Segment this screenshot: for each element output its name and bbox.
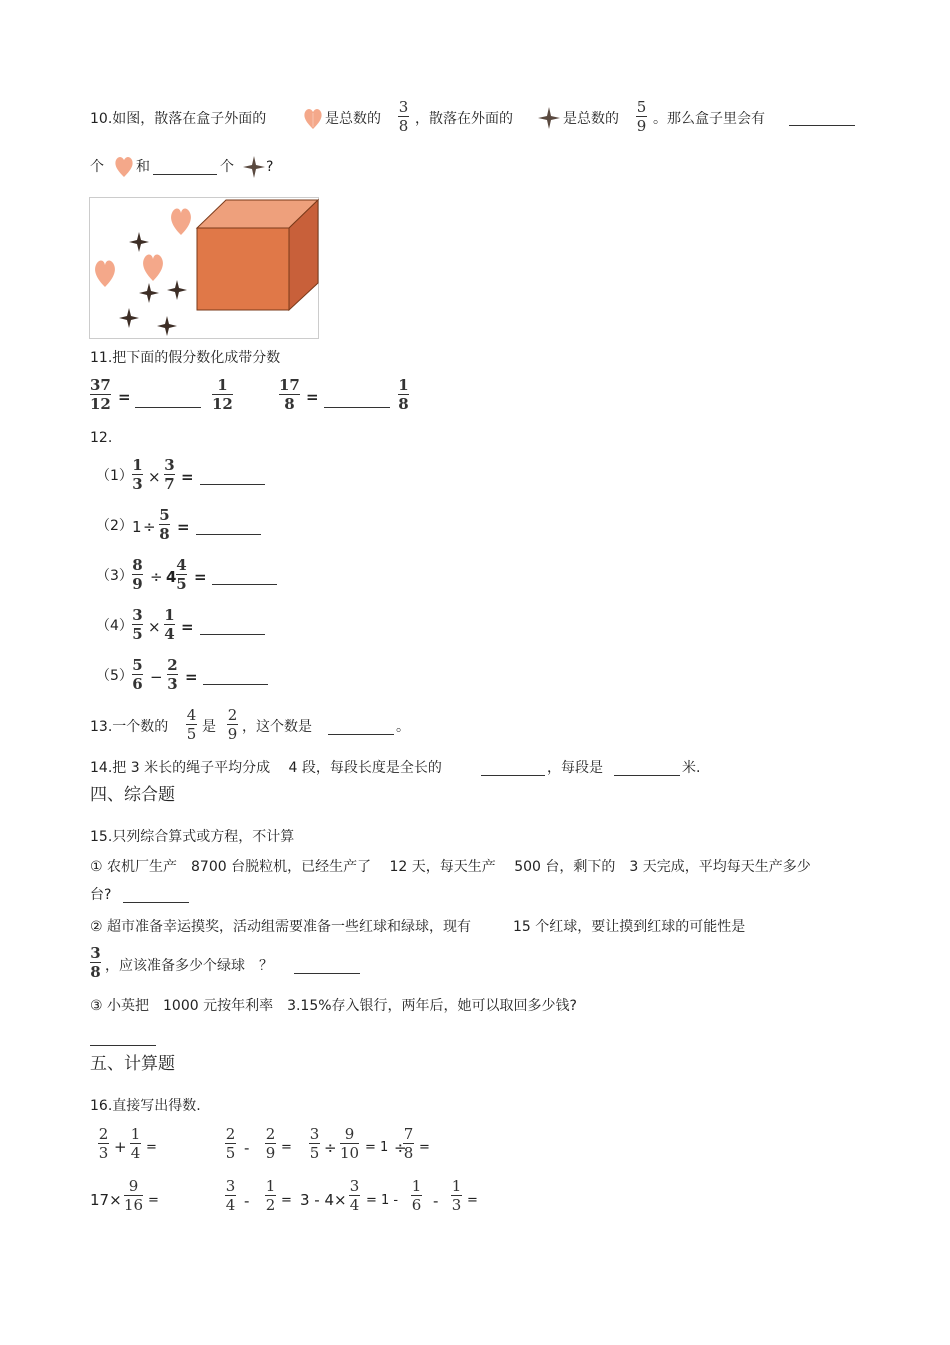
numerator: 3 [90, 944, 101, 962]
denominator: 3 [451, 1196, 462, 1214]
operator: ÷ [394, 1139, 407, 1157]
whole-number: 1 [132, 518, 142, 536]
q10-fraction-1 [398, 99, 409, 134]
equals-sign: = [281, 1140, 292, 1155]
q12-5-fraction-b [167, 657, 178, 692]
denominator: 6 [132, 675, 143, 693]
q13-text-1: 13.一个数的 [90, 719, 169, 735]
denominator: 8 [90, 963, 101, 981]
q12-1-fraction-a [132, 457, 143, 492]
answer-blank[interactable] [294, 955, 360, 974]
numerator: 5 [159, 506, 170, 524]
numerator: 8 [132, 556, 143, 574]
q13-text-3: ，这个数是 [242, 719, 312, 735]
numerator: 5 [132, 656, 143, 674]
equals-sign: = [419, 1140, 430, 1155]
q14-text-1: 14.把 3 米长的绳子平均分成 4 段，每段长度是全长的 [90, 760, 442, 776]
answer-blank[interactable] [135, 389, 201, 408]
q16-r1-e2-b [265, 1126, 276, 1161]
numerator: 1 [130, 1125, 141, 1143]
denominator: 4 [349, 1196, 360, 1214]
numerator: 3 [398, 98, 409, 116]
denominator: 4 [130, 1144, 141, 1162]
equals-sign: = [146, 1140, 157, 1155]
q10-text-3: ，散落在外面的 [415, 111, 513, 127]
operator: - [244, 1192, 250, 1210]
operator: ÷ [150, 568, 163, 586]
answer-blank[interactable] [123, 884, 189, 903]
q10-fraction-2 [636, 99, 647, 134]
q12-item-label: （3） [96, 568, 133, 584]
q15-sub2-line1: ② 超市准备幸运摸奖，活动组需要准备一些红球和绿球，现有 15 个红球，要让摸到红球的可能性是 [90, 919, 746, 935]
q16-r1-e4-b [403, 1126, 414, 1161]
denominator: 8 [398, 395, 409, 413]
answer-blank[interactable] [200, 466, 265, 485]
q16-r2-e2-b [265, 1178, 276, 1213]
equals-sign: = [194, 568, 207, 586]
numerator: 1 [411, 1177, 422, 1195]
numerator: 4 [186, 706, 197, 724]
equals-sign: = [181, 468, 194, 486]
q16-r2-e2-a [225, 1178, 236, 1213]
numerator: 2 [225, 1125, 236, 1143]
cube-icon [197, 200, 318, 310]
q12-3-fraction-b [176, 557, 187, 592]
numerator: 2 [265, 1125, 276, 1143]
denominator: 7 [164, 475, 175, 493]
numerator: 3 [164, 456, 175, 474]
numerator: 9 [128, 1177, 139, 1195]
numerator: 3 [225, 1177, 236, 1195]
q12-2-fraction-b [159, 507, 170, 542]
denominator: 8 [398, 117, 409, 135]
answer-blank[interactable] [203, 666, 268, 685]
q10-text-8: 个 [220, 159, 234, 175]
q10-text-6: 个 [90, 159, 104, 175]
lead-expression: 17× [90, 1191, 122, 1209]
denominator: 9 [227, 725, 238, 743]
answer-blank[interactable] [328, 716, 394, 735]
denominator: 5 [309, 1144, 320, 1162]
q14-text-3: 米. [682, 760, 701, 776]
q15-title: 15.只列综合算式或方程，不计算 [90, 829, 295, 845]
star-icon [242, 155, 266, 179]
answer-blank[interactable] [324, 389, 390, 408]
q10-text-2: 是总数的 [325, 111, 381, 127]
heart-icon [113, 153, 135, 179]
operator: × [148, 618, 161, 636]
denominator: 3 [167, 675, 178, 693]
section-heading: 五、计算题 [90, 1054, 175, 1074]
numerator: 5 [636, 98, 647, 116]
numerator: 3 [309, 1125, 320, 1143]
equals-sign: = [177, 518, 190, 536]
q12-1-fraction-b [164, 457, 175, 492]
numerator: 1 [265, 1177, 276, 1195]
numerator: 17 [279, 376, 300, 394]
numerator: 37 [90, 376, 111, 394]
q11-fraction-b [279, 377, 300, 412]
equals-sign: = [181, 618, 194, 636]
denominator: 8 [159, 525, 170, 543]
denominator: 12 [90, 395, 111, 413]
equals-sign: = [118, 388, 131, 406]
numerator: 9 [344, 1125, 355, 1143]
q15-sub3: ③ 小英把 1000 元按年利率 3.15%存入银行，两年后，她可以取回多少钱? [90, 998, 577, 1014]
denominator: 9 [265, 1144, 276, 1162]
numerator: 7 [403, 1125, 414, 1143]
numerator: 1 [398, 376, 409, 394]
box-figure [89, 197, 319, 339]
denominator: 6 [411, 1196, 422, 1214]
numerator: 2 [227, 706, 238, 724]
q12-item-label: （1） [96, 468, 133, 484]
q16-r1-e3-b [340, 1126, 359, 1161]
denominator: 12 [212, 395, 233, 413]
q16-r1-e1-b [130, 1126, 141, 1161]
denominator: 2 [265, 1196, 276, 1214]
denominator: 8 [403, 1144, 414, 1162]
q12-item-label: （5） [96, 668, 133, 684]
equals-sign: = 1 - [366, 1193, 399, 1208]
equals-sign: = [185, 668, 198, 686]
q13-text-2: 是 [202, 719, 216, 735]
q16-r1-e3-a [309, 1126, 320, 1161]
equals-sign: = [306, 388, 319, 406]
q16-r2-e1-b [124, 1178, 143, 1213]
q10-text-9: ? [266, 159, 274, 175]
denominator: 9 [132, 575, 143, 593]
q11-remainder-b [398, 377, 409, 412]
denominator: 4 [164, 625, 175, 643]
numerator: 3 [132, 606, 143, 624]
heart-icon [302, 105, 324, 131]
equals-sign: = [281, 1193, 292, 1208]
operator: − [150, 668, 163, 686]
lead-expression: 3 - 4× [300, 1191, 347, 1209]
equals-sign: = [148, 1193, 159, 1208]
denominator: 4 [225, 1196, 236, 1214]
q12-4-fraction-a [132, 607, 143, 642]
q11-remainder-a [212, 377, 233, 412]
q11-title: 11.把下面的假分数化成带分数 [90, 350, 281, 366]
denominator: 3 [98, 1144, 109, 1162]
section-heading: 四、综合题 [90, 785, 175, 805]
q12-item-label: （2） [96, 518, 133, 534]
q13-text-4: 。 [396, 719, 410, 735]
q10-text-1: 10.如图，散落在盒子外面的 [90, 111, 267, 127]
q12-4-fraction-b [164, 607, 175, 642]
denominator: 10 [340, 1144, 360, 1162]
equals-sign: = 1 [365, 1140, 389, 1155]
q16-title: 16.直接写出得数. [90, 1098, 201, 1114]
answer-blank[interactable] [789, 107, 855, 126]
q10-text-4: 是总数的 [563, 111, 619, 127]
denominator: 5 [132, 625, 143, 643]
denominator: 5 [225, 1144, 236, 1162]
q12-title: 12. [90, 430, 113, 446]
answer-blank[interactable] [212, 566, 277, 585]
answer-blank[interactable] [90, 1027, 156, 1046]
q16-r2-e4-a [411, 1178, 422, 1213]
denominator: 3 [132, 475, 143, 493]
star-icon [537, 106, 561, 130]
q15-sub2-line2: ，应该准备多少个绿球 ？ [105, 958, 273, 974]
answer-blank[interactable] [196, 516, 261, 535]
q15-sub1-line2: 台? [90, 887, 112, 903]
q12-item-label: （4） [96, 618, 133, 634]
q13-fraction-2 [227, 707, 238, 742]
numerator: 1 [451, 1177, 462, 1195]
equals-sign: = [467, 1193, 478, 1208]
q16-r1-e1-a [98, 1126, 109, 1161]
denominator: 16 [124, 1196, 144, 1214]
q16-r1-e2-a [225, 1126, 236, 1161]
q12-3-fraction-a [132, 557, 143, 592]
operator: - [433, 1192, 439, 1210]
numerator: 1 [217, 376, 228, 394]
numerator: 3 [349, 1177, 360, 1195]
q16-r2-e4-b [451, 1178, 462, 1213]
q12-5-fraction-a [132, 657, 143, 692]
answer-blank[interactable] [481, 757, 545, 776]
q14-text-2: ，每段是 [547, 760, 603, 776]
answer-blank[interactable] [614, 757, 680, 776]
operator: - [244, 1139, 250, 1157]
numerator: 1 [132, 456, 143, 474]
numerator: 2 [167, 656, 178, 674]
denominator: 8 [284, 395, 295, 413]
q10-text-7: 和 [136, 159, 150, 175]
q15-sub1-line1: ① 农机厂生产 8700 台脱粒机，已经生产了 12 天，每天生产 500 台，剩下的 3 天完成，平均每天生产多少 [90, 859, 811, 875]
q15-fraction [90, 945, 101, 980]
answer-blank[interactable] [153, 156, 217, 175]
answer-blank[interactable] [200, 616, 265, 635]
numerator: 2 [98, 1125, 109, 1143]
whole-number: 4 [166, 568, 177, 586]
operator: + [114, 1138, 127, 1156]
q11-fraction-a [90, 377, 111, 412]
q13-fraction-1 [186, 707, 197, 742]
denominator: 5 [186, 725, 197, 743]
numerator: 4 [176, 556, 187, 574]
operator: × [148, 468, 161, 486]
numerator: 1 [164, 606, 175, 624]
operator: ÷ [324, 1139, 337, 1157]
q16-r2-e3-b [349, 1178, 360, 1213]
denominator: 9 [636, 117, 647, 135]
q10-text-5: 。那么盒子里会有 [653, 111, 765, 127]
operator: ÷ [143, 518, 156, 536]
denominator: 5 [176, 575, 187, 593]
